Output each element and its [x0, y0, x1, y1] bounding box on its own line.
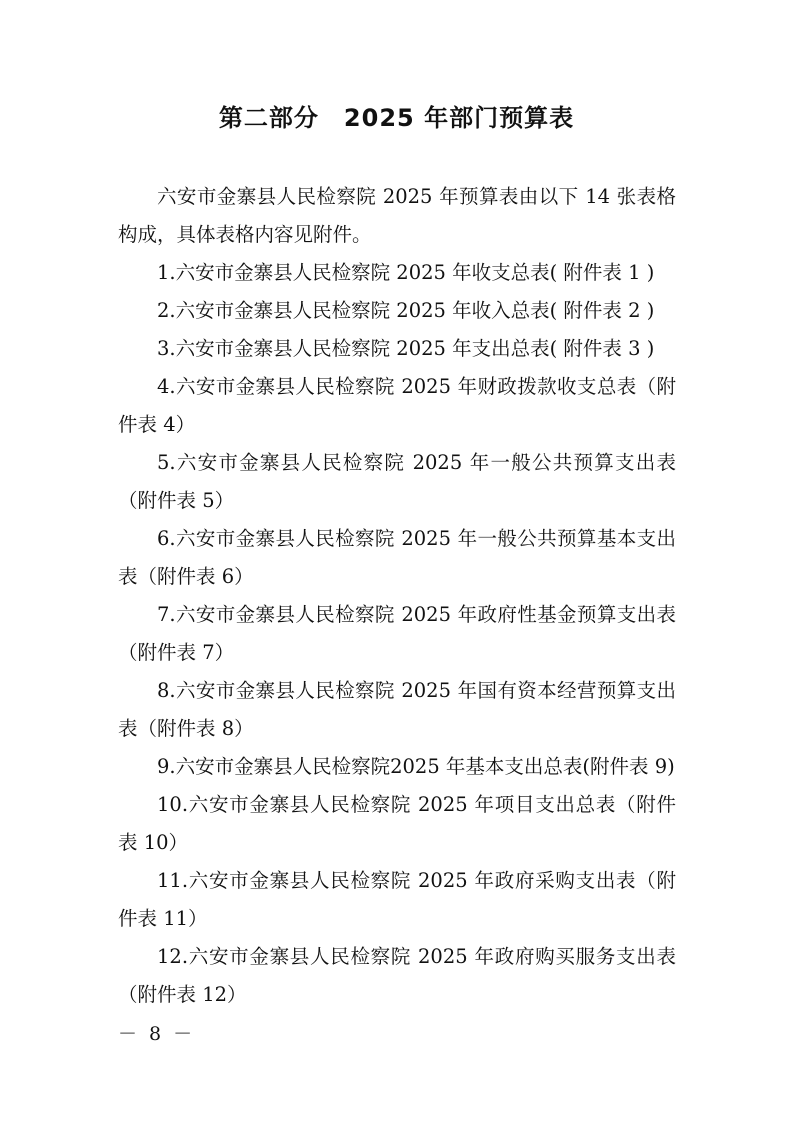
list-item-5: 5.六安市金寨县人民检察院 2025 年一般公共预算支出表（附件表 5） [118, 451, 676, 512]
page-number: － 8 － [118, 1023, 196, 1045]
list-item-6: 6.六安市金寨县人民检察院 2025 年一般公共预算基本支出表（附件表 6） [118, 527, 676, 588]
intro-paragraph: 六安市金寨县人民检察院 2025 年预算表由以下 14 张表格构成，具体表格内容见附件。 [118, 185, 676, 246]
list-item-10: 10.六安市金寨县人民检察院 2025 年项目支出总表（附件表 10） [118, 793, 676, 854]
list-item-3: 3.六安市金寨县人民检察院 2025 年支出总表( 附件表 3 ) [157, 337, 655, 360]
list-item-9: 9.六安市金寨县人民检察院2025 年基本支出总表(附件表 9) [157, 755, 675, 778]
list-item-4: 4.六安市金寨县人民检察院 2025 年财政拨款收支总表（附件表 4） [118, 375, 676, 436]
page-title: 第二部分 2025 年部门预算表 [218, 104, 575, 132]
document-body [118, 178, 676, 1014]
list-item-7: 7.六安市金寨县人民检察院 2025 年政府性基金预算支出表（附件表 7） [118, 603, 676, 664]
list-item-11: 11.六安市金寨县人民检察院 2025 年政府采购支出表（附件表 11） [118, 869, 676, 930]
list-item-2: 2.六安市金寨县人民检察院 2025 年收入总表( 附件表 2 ) [157, 299, 655, 322]
list-item-12: 12.六安市金寨县人民检察院 2025 年政府购买服务支出表（附件表 12） [118, 945, 676, 1006]
list-item-1: 1.六安市金寨县人民检察院 2025 年收支总表( 附件表 1 ) [157, 261, 655, 284]
list-item-8: 8.六安市金寨县人民检察院 2025 年国有资本经营预算支出表（附件表 8） [118, 679, 676, 740]
